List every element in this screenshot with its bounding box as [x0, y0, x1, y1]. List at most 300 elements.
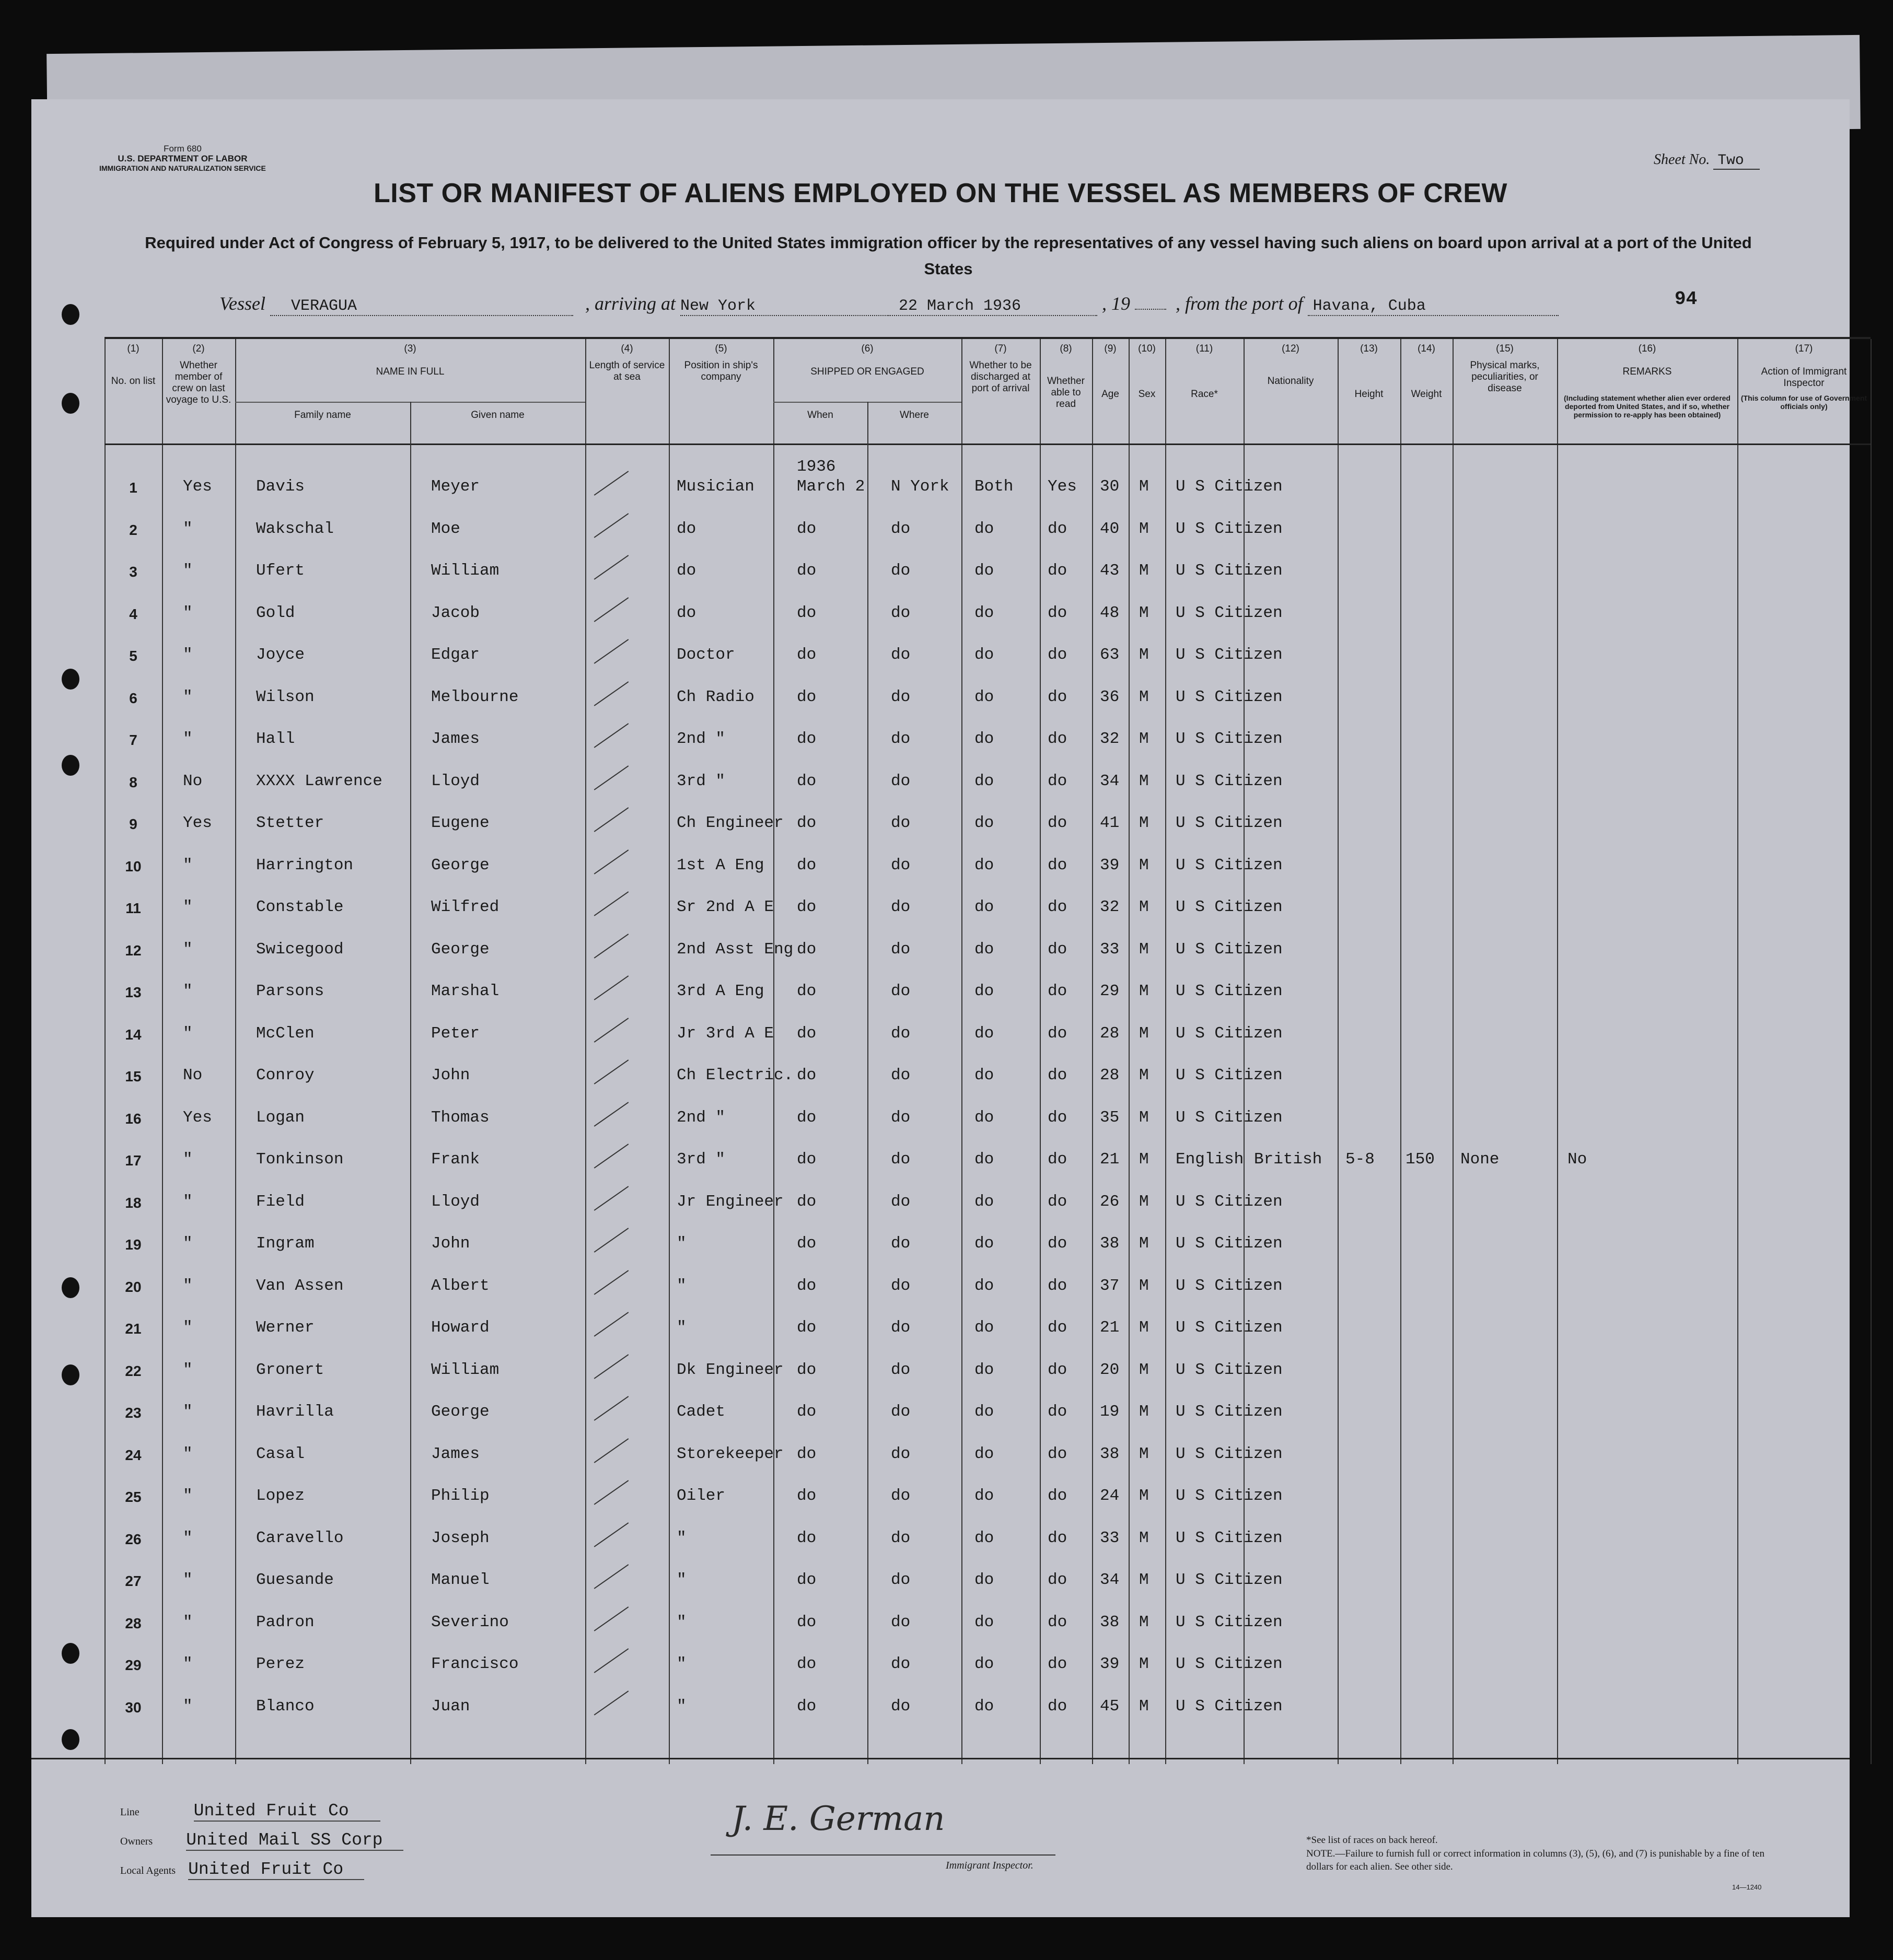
able-to-read: do: [1048, 1192, 1067, 1211]
crew-last-voyage: ": [183, 1655, 193, 1673]
able-to-read: do: [1048, 898, 1067, 916]
position: do: [677, 562, 696, 580]
age: 43: [1100, 562, 1120, 580]
age: 33: [1100, 940, 1120, 959]
page-number: 94: [1675, 288, 1698, 310]
crew-table: [104, 337, 1871, 1764]
position: Doctor: [677, 646, 735, 664]
family-name: Field: [256, 1192, 305, 1211]
age: 33: [1100, 1529, 1120, 1547]
column-header: Physical marks, peculiarities, or disease: [1470, 360, 1540, 394]
column-rule: [1092, 339, 1093, 1764]
family-name: Harrington: [256, 856, 354, 874]
race: U S Citizen: [1176, 1655, 1283, 1673]
shipped-where: do: [891, 1108, 911, 1127]
column-rule: [773, 339, 774, 1764]
discharged: do: [974, 1697, 994, 1716]
shipped-when: do: [797, 1655, 817, 1673]
column-rule: [961, 339, 962, 1764]
able-to-read: do: [1048, 1150, 1067, 1169]
department-name: U.S. DEPARTMENT OF LABOR: [118, 154, 248, 164]
given-name: Lloyd: [431, 1192, 480, 1211]
family-name: XXXX Lawrence: [256, 772, 382, 790]
able-to-read: do: [1048, 730, 1067, 748]
discharged: do: [974, 982, 994, 1000]
discharged: do: [974, 562, 994, 580]
row-number: 12: [125, 942, 142, 959]
discharged: do: [974, 603, 994, 622]
given-name: Howard: [431, 1319, 490, 1337]
sex: M: [1139, 856, 1149, 874]
sex: M: [1139, 1024, 1149, 1043]
crew-last-voyage: ": [183, 646, 193, 664]
discharged: do: [974, 1276, 994, 1295]
discharged: do: [974, 1360, 994, 1379]
shipped-when: do: [797, 1529, 817, 1547]
service-tick-mark: [594, 1396, 629, 1421]
sex: M: [1139, 477, 1149, 496]
row-number: 24: [125, 1446, 142, 1463]
shipped-where: do: [891, 1529, 911, 1547]
sex: M: [1139, 1066, 1149, 1084]
able-to-read: do: [1048, 1697, 1067, 1716]
column-rule: [104, 339, 106, 1764]
column-rule: [1871, 339, 1872, 1764]
given-name: James: [431, 730, 480, 748]
column-subheader: Where: [900, 410, 929, 421]
header-rule: [104, 444, 1871, 445]
column-subheader: Family name: [294, 410, 351, 421]
sex: M: [1139, 898, 1149, 916]
crew-last-voyage: Yes: [183, 1108, 212, 1127]
age: 39: [1100, 1655, 1120, 1673]
crew-last-voyage: ": [183, 1697, 193, 1716]
race: U S Citizen: [1176, 1529, 1283, 1547]
race: U S Citizen: [1176, 646, 1283, 664]
footer-agents: [120, 1860, 364, 1879]
position: Jr Engineer: [677, 1192, 784, 1211]
able-to-read: do: [1048, 856, 1067, 874]
race: U S Citizen: [1176, 1234, 1283, 1253]
position: do: [677, 519, 696, 538]
discharged: do: [974, 1444, 994, 1463]
column-number: (9): [1104, 343, 1117, 354]
given-name: George: [431, 1403, 490, 1421]
shipped-when: do: [797, 562, 817, 580]
able-to-read: do: [1048, 1108, 1067, 1127]
column-number: (7): [994, 343, 1007, 354]
race: U S Citizen: [1176, 1360, 1283, 1379]
row-number: 29: [125, 1657, 142, 1673]
sex: M: [1139, 772, 1149, 790]
position: ": [677, 1276, 687, 1295]
arrival-date: 22 March 1936: [888, 297, 1097, 316]
shipped-split-rule: [867, 402, 868, 1764]
age: 38: [1100, 1613, 1120, 1631]
row-number: 4: [129, 605, 137, 622]
discharged: do: [974, 1655, 994, 1673]
family-name: Logan: [256, 1108, 305, 1127]
crew-last-voyage: ": [183, 1276, 193, 1295]
race: U S Citizen: [1176, 772, 1283, 790]
discharged: do: [974, 898, 994, 916]
race: U S Citizen: [1176, 982, 1283, 1000]
shipped-where: do: [891, 1234, 911, 1253]
shipped-where: do: [891, 1444, 911, 1463]
penalty-note: NOTE.—Failure to furnish full or correct information in columns (3), (5), (6), and (7) is punishable by a fine of ten dollars for each alien. See other side.: [1306, 1848, 1764, 1872]
service-name: IMMIGRATION AND NATURALIZATION SERVICE: [99, 164, 266, 172]
given-name: George: [431, 856, 490, 874]
family-name: Caravello: [256, 1529, 344, 1547]
discharged: do: [974, 1192, 994, 1211]
able-to-read: do: [1048, 1066, 1067, 1084]
service-tick-mark: [594, 975, 629, 1000]
shipped-where: do: [891, 1655, 911, 1673]
position: ": [677, 1697, 687, 1716]
discharged: do: [974, 1403, 994, 1421]
shipped-where: N York: [891, 477, 949, 496]
shipped-where: do: [891, 940, 911, 959]
position: Dk Engineer: [677, 1360, 784, 1379]
race: U S Citizen: [1176, 1276, 1283, 1295]
row-number: 11: [125, 900, 141, 916]
discharged: do: [974, 1613, 994, 1631]
service-tick-mark: [594, 1059, 629, 1084]
position: Ch Electric.: [677, 1066, 794, 1084]
service-tick-mark: [594, 471, 629, 496]
sex: M: [1139, 603, 1149, 622]
able-to-read: do: [1048, 1571, 1067, 1589]
sex: M: [1139, 1234, 1149, 1253]
shipped-when: do: [797, 603, 817, 622]
owners-label: Owners: [120, 1836, 153, 1847]
shipped-when: do: [797, 856, 817, 874]
given-name: Lloyd: [431, 772, 480, 790]
sex: M: [1139, 1150, 1149, 1169]
column-rule: [585, 339, 586, 1764]
column-rule: [235, 339, 236, 1764]
owners-value: United Mail SS Corp: [186, 1830, 403, 1851]
race: U S Citizen: [1176, 477, 1283, 496]
service-tick-mark: [594, 891, 629, 916]
age: 34: [1100, 1571, 1120, 1589]
column-header: Sex: [1138, 389, 1156, 400]
age: 32: [1100, 730, 1120, 748]
shipped-where: do: [891, 856, 911, 874]
row-number: 30: [125, 1699, 142, 1716]
from-label: , from the port of: [1176, 293, 1303, 314]
shipped-when: do: [797, 646, 817, 664]
service-tick-mark: [594, 1228, 629, 1253]
shipped-when: do: [797, 1108, 817, 1127]
given-name: John: [431, 1066, 470, 1084]
service-tick-mark: [594, 513, 629, 538]
family-name: Parsons: [256, 982, 324, 1000]
race: U S Citizen: [1176, 940, 1283, 959]
position: Storekeeper: [677, 1444, 784, 1463]
column-number: (1): [127, 343, 140, 354]
able-to-read: do: [1048, 519, 1067, 538]
shipped-when: do: [797, 1613, 817, 1631]
shipped-where: do: [891, 982, 911, 1000]
shipped-where: do: [891, 1276, 911, 1295]
given-name: Manuel: [431, 1571, 490, 1589]
sex: M: [1139, 1403, 1149, 1421]
able-to-read: do: [1048, 1487, 1067, 1505]
age: 38: [1100, 1444, 1120, 1463]
row-number: 19: [125, 1236, 142, 1253]
family-name: Gronert: [256, 1360, 324, 1379]
able-to-read: do: [1048, 1444, 1067, 1463]
service-tick-mark: [594, 681, 629, 706]
column-header: Whether to be discharged at port of arrival: [969, 360, 1032, 394]
family-name: Constable: [256, 898, 344, 916]
column-number: (8): [1060, 343, 1072, 354]
column-number: (6): [861, 343, 874, 354]
crew-last-voyage: ": [183, 1192, 193, 1211]
family-name: Wakschal: [256, 519, 334, 538]
column-rule: [1453, 339, 1454, 1764]
arriving-label: , arriving at: [585, 293, 676, 314]
position: ": [677, 1319, 687, 1337]
shipped-where: do: [891, 1360, 911, 1379]
shipped-where: do: [891, 1024, 911, 1043]
age: 36: [1100, 687, 1120, 706]
family-name: Casal: [256, 1444, 305, 1463]
row-number: 2: [129, 521, 137, 538]
binder-hole: [62, 1364, 79, 1385]
able-to-read: do: [1048, 603, 1067, 622]
column-rule: [669, 339, 670, 1764]
shipped-when: do: [797, 1319, 817, 1337]
shipped-where: do: [891, 730, 911, 748]
discharged: do: [974, 772, 994, 790]
crew-last-voyage: ": [183, 562, 193, 580]
discharged: do: [974, 1487, 994, 1505]
form-number: Form 680: [164, 144, 202, 154]
crew-last-voyage: ": [183, 1150, 193, 1169]
age: 34: [1100, 772, 1120, 790]
service-tick-mark: [594, 1312, 629, 1337]
service-tick-mark: [594, 1186, 629, 1211]
able-to-read: Yes: [1048, 477, 1077, 496]
race: U S Citizen: [1176, 1487, 1283, 1505]
shipped-where: do: [891, 1613, 911, 1631]
shipped-where: do: [891, 646, 911, 664]
column-header: Race*: [1191, 389, 1218, 400]
column-rule: [1400, 339, 1401, 1764]
row-number: 15: [125, 1068, 142, 1084]
family-name: Werner: [256, 1319, 315, 1337]
column-note: (This column for use of Government officials only): [1740, 394, 1867, 411]
age: 28: [1100, 1066, 1120, 1084]
age: 63: [1100, 646, 1120, 664]
given-name: Philip: [431, 1487, 490, 1505]
shipped-when: do: [797, 772, 817, 790]
shipped-when: do: [797, 1697, 817, 1716]
race: English: [1176, 1150, 1244, 1169]
service-tick-mark: [594, 639, 629, 664]
crew-last-voyage: ": [183, 1571, 193, 1589]
vessel-name: VERAGUA: [270, 297, 573, 316]
column-number: (4): [621, 343, 633, 354]
family-name: Lopez: [256, 1487, 305, 1505]
age: 19: [1100, 1403, 1120, 1421]
row-number: 7: [129, 732, 137, 748]
discharged: do: [974, 814, 994, 832]
given-name: Marshal: [431, 982, 500, 1000]
sex: M: [1139, 519, 1149, 538]
sex: M: [1139, 1613, 1149, 1631]
inspector-label: Immigrant Inspector.: [946, 1860, 1033, 1871]
able-to-read: do: [1048, 1403, 1067, 1421]
position: ": [677, 1234, 687, 1253]
sheet-label: Sheet No.: [1654, 151, 1710, 168]
discharged: do: [974, 1066, 994, 1084]
given-name: Frank: [431, 1150, 480, 1169]
given-name: Francisco: [431, 1655, 519, 1673]
sex: M: [1139, 1529, 1149, 1547]
discharged: do: [974, 940, 994, 959]
given-name: Moe: [431, 519, 460, 538]
service-tick-mark: [594, 1438, 629, 1463]
family-name: Perez: [256, 1655, 305, 1673]
sex: M: [1139, 1192, 1149, 1211]
age: 21: [1100, 1150, 1120, 1169]
sex: M: [1139, 982, 1149, 1000]
shipped-year: 1936: [797, 458, 836, 476]
row-number: 16: [125, 1110, 142, 1127]
form-identifier: [99, 144, 266, 173]
discharged: do: [974, 1529, 994, 1547]
age: 28: [1100, 1024, 1120, 1043]
remarks: No: [1567, 1150, 1587, 1169]
row-number: 1: [129, 480, 137, 496]
race: U S Citizen: [1176, 1444, 1283, 1463]
shipped-where: do: [891, 814, 911, 832]
discharged: do: [974, 1024, 994, 1043]
race: U S Citizen: [1176, 1319, 1283, 1337]
row-number: 18: [125, 1194, 142, 1211]
crew-last-voyage: ": [183, 1403, 193, 1421]
shipped-when: do: [797, 1444, 817, 1463]
row-number: 17: [125, 1152, 142, 1169]
race: U S Citizen: [1176, 856, 1283, 874]
column-number: (3): [404, 343, 416, 354]
binder-hole: [62, 1729, 79, 1750]
shipped-when: do: [797, 519, 817, 538]
crew-last-voyage: ": [183, 982, 193, 1000]
family-name: McClen: [256, 1024, 315, 1043]
sex: M: [1139, 1319, 1149, 1337]
shipped-when: do: [797, 1276, 817, 1295]
shipped-where: do: [891, 772, 911, 790]
row-number: 23: [125, 1405, 142, 1421]
binder-hole: [62, 669, 79, 690]
age: 29: [1100, 982, 1120, 1000]
arrival-field: [585, 293, 889, 316]
position: 3rd ": [677, 772, 726, 790]
column-header: REMARKS: [1622, 366, 1672, 377]
given-name: Thomas: [431, 1108, 490, 1127]
weight: 150: [1406, 1150, 1435, 1169]
able-to-read: do: [1048, 1655, 1067, 1673]
race: U S Citizen: [1176, 1066, 1283, 1084]
sheet-number: [1654, 151, 1760, 169]
page-subtitle: Required under Act of Congress of February 5, 1917, to be delivered to the United States immigration officer by the representatives of any vessel having such aliens on board upon arrival at a port of the United States: [145, 234, 1752, 278]
column-number: (11): [1195, 343, 1213, 354]
shipped-where: do: [891, 898, 911, 916]
age: 26: [1100, 1192, 1120, 1211]
row-number: 5: [129, 648, 137, 664]
shipped-when: do: [797, 1192, 817, 1211]
crew-last-voyage: ": [183, 1444, 193, 1463]
position: Sr 2nd A E: [677, 898, 774, 916]
race: U S Citizen: [1176, 1697, 1283, 1716]
race: U S Citizen: [1176, 562, 1283, 580]
column-header: Whether member of crew on last voyage to U.S.: [166, 360, 231, 405]
given-name: Edgar: [431, 646, 480, 664]
crew-last-voyage: No: [183, 1066, 203, 1084]
shipped-where: do: [891, 1697, 911, 1716]
row-number: 14: [125, 1026, 142, 1043]
column-rule: [162, 339, 163, 1764]
shipped-when: do: [797, 982, 817, 1000]
column-rule: [1737, 339, 1738, 1764]
position: ": [677, 1529, 687, 1547]
column-rule: [1129, 339, 1130, 1764]
race: U S Citizen: [1176, 898, 1283, 916]
crew-last-voyage: ": [183, 1487, 193, 1505]
shipped-when: March 2: [797, 477, 865, 496]
column-header: Length of service at sea: [589, 360, 665, 382]
position: Jr 3rd A E: [677, 1024, 774, 1043]
column-number: (5): [715, 343, 727, 354]
age: 48: [1100, 603, 1120, 622]
row-number: 25: [125, 1489, 142, 1505]
binder-hole: [62, 393, 79, 414]
departure-field: [1176, 293, 1559, 316]
race: U S Citizen: [1176, 814, 1283, 832]
race: U S Citizen: [1176, 1613, 1283, 1631]
column-subheader: Given name: [471, 410, 525, 421]
column-number: (13): [1360, 343, 1378, 354]
column-number: (16): [1638, 343, 1656, 354]
column-number: (12): [1282, 343, 1299, 354]
shipped-where: do: [891, 1066, 911, 1084]
crew-last-voyage: ": [183, 687, 193, 706]
discharged: do: [974, 646, 994, 664]
column-header: Whether able to read: [1047, 376, 1085, 410]
column-header: NAME IN FULL: [376, 366, 445, 377]
column-header: No. on list: [111, 376, 156, 387]
race: U S Citizen: [1176, 1192, 1283, 1211]
discharged: do: [974, 1150, 994, 1169]
position: Ch Engineer: [677, 814, 784, 832]
physical-marks: None: [1460, 1150, 1500, 1169]
row-number: 6: [129, 690, 137, 706]
service-tick-mark: [594, 765, 629, 790]
service-tick-mark: [594, 555, 629, 580]
date-field: [888, 293, 1166, 316]
year-blank: [1135, 309, 1166, 310]
service-tick-mark: [594, 723, 629, 748]
age: 45: [1100, 1697, 1120, 1716]
crew-last-voyage: ": [183, 1319, 193, 1337]
row-number: 26: [125, 1531, 142, 1547]
shipped-when: do: [797, 1234, 817, 1253]
age: 20: [1100, 1360, 1120, 1379]
